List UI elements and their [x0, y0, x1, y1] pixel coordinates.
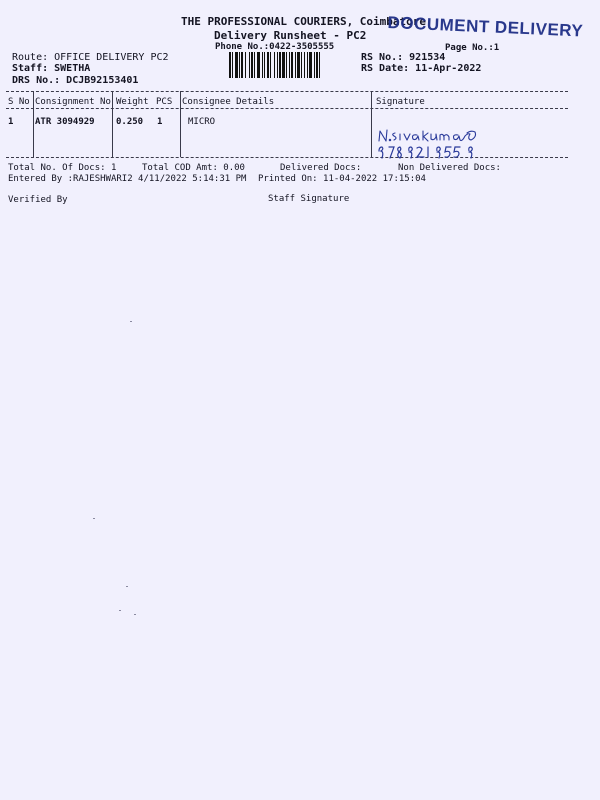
table-top-rule — [6, 91, 568, 92]
column-divider — [112, 91, 113, 157]
staff-signature-label: Staff Signature — [268, 194, 350, 204]
barcode-bar — [289, 52, 290, 78]
scan-speck — [126, 586, 128, 587]
scan-speck — [119, 610, 121, 611]
drs-number: DRS No.: DCJB92153401 — [12, 75, 139, 86]
phone-number: Phone No.:0422-3505555 — [215, 42, 335, 52]
row-weight: 0.250 — [116, 117, 144, 127]
runsheet-title: Delivery Runsheet - PC2 — [214, 29, 367, 42]
barcode-bar — [245, 52, 246, 78]
barcode-bar — [319, 52, 320, 78]
header-weight: Weight — [116, 97, 149, 107]
barcode-bar — [235, 52, 238, 78]
barcode-bar — [301, 52, 302, 78]
route-label: Route: OFFICE DELIVERY PC2 — [12, 52, 169, 63]
header-consignee-details: Consignee Details — [182, 97, 275, 107]
barcode-bar — [295, 52, 296, 78]
scan-speck — [134, 614, 136, 615]
verified-by-label: Verified By — [8, 195, 68, 205]
header-sno: S No — [8, 97, 30, 107]
company-name: THE PROFESSIONAL COURIERS, Coimbatore — [181, 15, 427, 28]
staff-label: Staff: SWETHA — [12, 63, 91, 74]
barcode-bar — [264, 52, 265, 78]
barcode-bar — [304, 52, 305, 78]
header-pcs: PCS — [156, 97, 173, 107]
column-divider — [180, 91, 181, 157]
rs-number: RS No.: 921534 — [361, 52, 446, 63]
total-cod-amount: Total COD Amt: 0.00 — [142, 163, 245, 173]
barcode-bar — [291, 52, 293, 78]
table-header-rule — [6, 108, 568, 109]
barcode-bar — [257, 52, 260, 78]
row-pcs: 1 — [157, 117, 163, 127]
header-signature: Signature — [376, 97, 425, 107]
document-delivery-stamp: DOCUMENT DELIVERY — [387, 13, 584, 41]
header-consignment-no: Consignment No — [35, 97, 111, 107]
column-divider — [33, 91, 34, 157]
barcode-bar — [314, 52, 315, 78]
delivered-docs: Delivered Docs: — [280, 163, 362, 173]
barcode-bar — [262, 52, 263, 78]
handwritten-signature — [367, 125, 507, 161]
row-consignment-no: ATR 3094929 — [35, 117, 95, 127]
barcode-bar — [270, 52, 271, 78]
barcode-bar — [279, 52, 281, 78]
barcode-bar — [241, 52, 243, 78]
barcode-bar — [232, 52, 233, 78]
barcode-bar — [297, 52, 300, 78]
barcode-image — [229, 52, 355, 78]
barcode-bar — [316, 52, 318, 78]
barcode-bar — [274, 52, 275, 78]
row-sno: 1 — [8, 117, 14, 127]
barcode-bar — [254, 52, 255, 78]
barcode-bar — [267, 52, 269, 78]
barcode-bar — [277, 52, 278, 78]
printed-on: Printed On: 11-04-2022 17:15:04 — [258, 174, 426, 184]
non-delivered-docs: Non Delivered Docs: — [398, 163, 501, 173]
barcode-bar — [282, 52, 285, 78]
barcode-bar — [286, 52, 287, 78]
barcode-bar — [251, 52, 253, 78]
barcode-bar — [307, 52, 308, 78]
barcode-bar — [239, 52, 240, 78]
barcode-bar — [309, 52, 312, 78]
entered-by: Entered By :RAJESHWARI2 4/11/2022 5:14:31 PM — [8, 174, 247, 184]
barcode-bar — [249, 52, 250, 78]
rs-date: RS Date: 11-Apr-2022 — [361, 63, 482, 74]
scan-speck — [130, 321, 132, 322]
page-number: Page No.:1 — [445, 43, 500, 53]
total-docs: Total No. Of Docs: 1 — [8, 163, 117, 173]
scan-speck — [93, 518, 95, 519]
row-consignee: MICRO — [188, 117, 216, 127]
barcode-bar — [229, 52, 231, 78]
